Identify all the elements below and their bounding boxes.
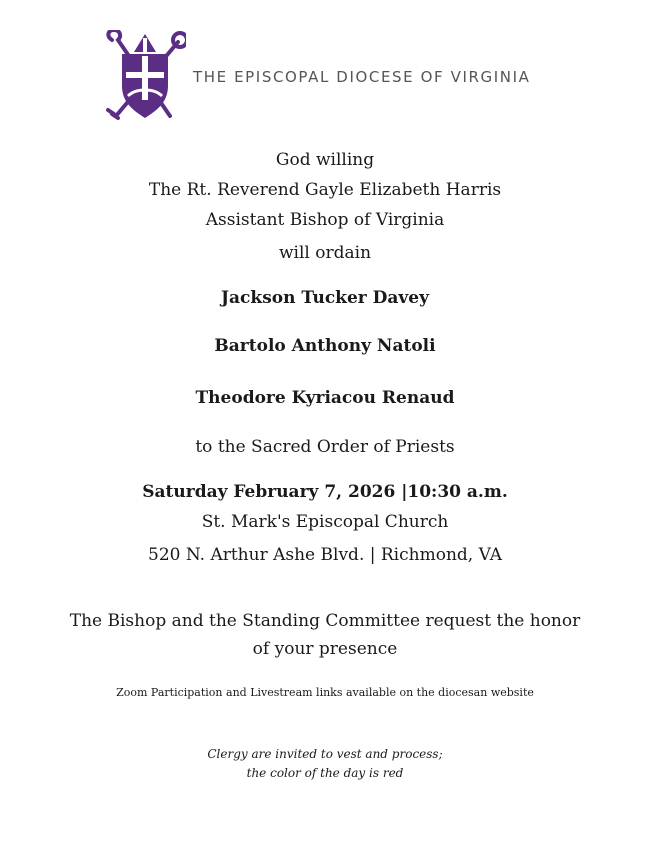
ordinand-name: Jackson Tucker Davey (221, 288, 429, 308)
intro-bishop-name: The Rt. Reverend Gayle Elizabeth Harris (148, 180, 502, 200)
sacred-order: to the Sacred Order of Priests (195, 437, 455, 457)
event-venue: St. Mark's Episcopal Church (201, 512, 449, 532)
intro-bishop-title: Assistant Bishop of Virginia (205, 210, 445, 230)
invitation-line-1: The Bishop and the Standing Committee request the honor (69, 611, 581, 631)
intro-god-willing: God willing (275, 150, 375, 170)
intro-will-ordain: will ordain (278, 243, 372, 263)
ordinand-name: Bartolo Anthony Natoli (214, 336, 436, 356)
zoom-note: Zoom Participation and Livestream links available on the diocesan website (116, 686, 534, 699)
event-datetime: Saturday February 7, 2026 |10:30 a.m. (142, 482, 508, 502)
org-name: THE EPISCOPAL DIOCESE OF VIRGINIA (193, 68, 531, 86)
diocese-shield-crozier-key-icon (104, 30, 186, 124)
ordinand-name: Theodore Kyriacou Renaud (195, 388, 455, 408)
clergy-note-line-2: the color of the day is red (246, 766, 404, 780)
clergy-note-line-1: Clergy are invited to vest and process; (207, 747, 443, 761)
event-address: 520 N. Arthur Ashe Blvd. | Richmond, VA (148, 545, 502, 565)
invitation-line-2: of your presence (252, 639, 398, 659)
diocese-logo (104, 30, 544, 124)
